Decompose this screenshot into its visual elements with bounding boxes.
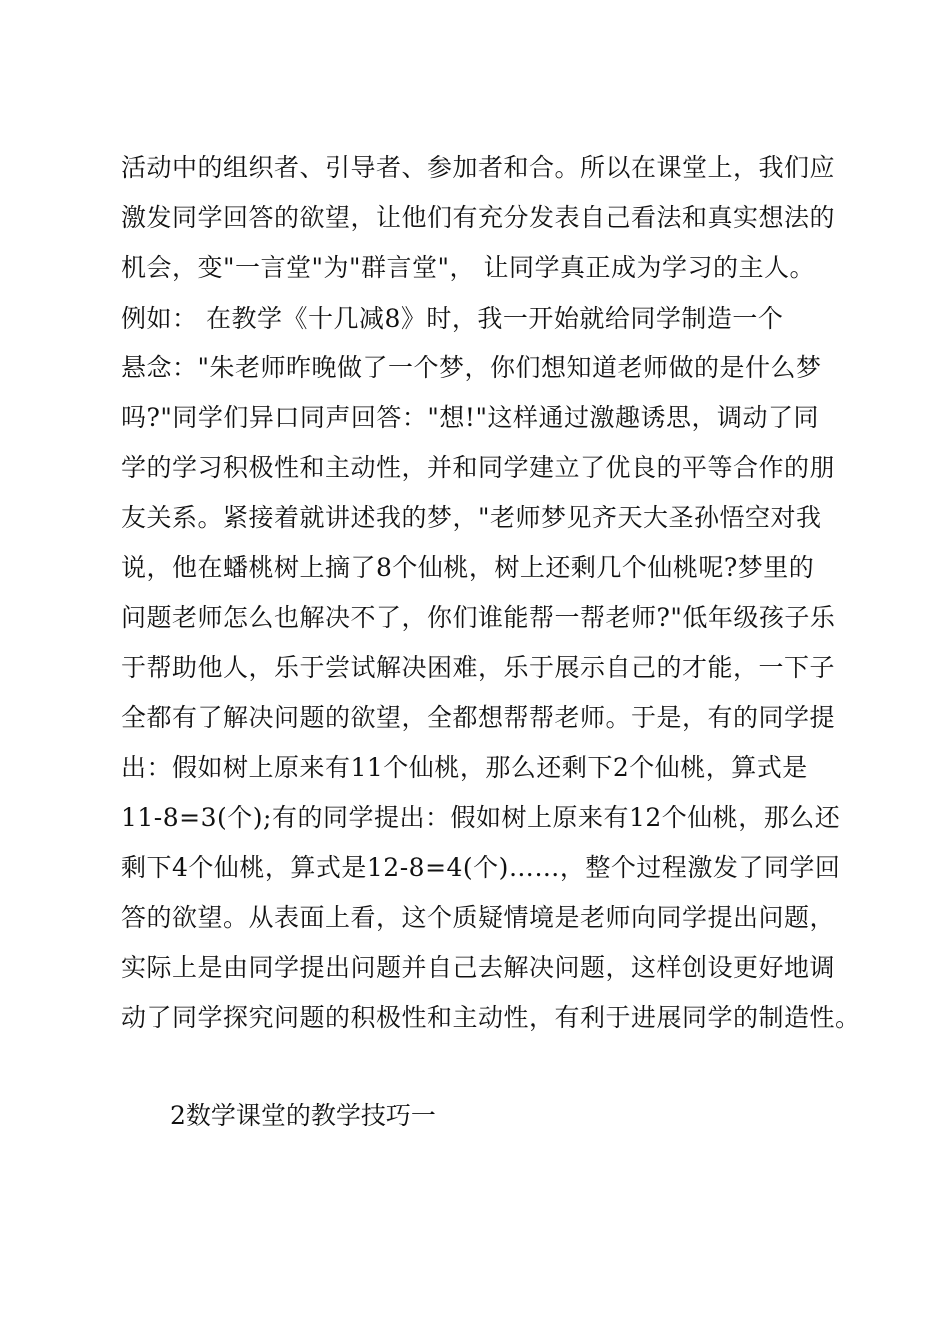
text-line: 11-8=3(个);有的同学提出：假如树上原来有12个仙桃，那么还 [121, 803, 841, 832]
text-line: 剩下4个仙桃，算式是12-8=4(个)……，整个过程激发了同学回 [121, 853, 841, 882]
text-line: 说，他在蟠桃树上摘了8个仙桃，树上还剩几个仙桃呢?梦里的 [121, 553, 815, 582]
text-line: 机会，变"一言堂"为"群言堂"， 让同学真正成为学习的主人。 [121, 253, 815, 282]
text-line: 答的欲望。从表面上看，这个质疑情境是老师向同学提出问题， [121, 903, 836, 932]
text-line: 例如： 在教学《十几减8》时，我一开始就给同学制造一个 [121, 304, 784, 333]
text-line: 出：假如树上原来有11个仙桃，那么还剩下2个仙桃，算式是 [121, 753, 808, 782]
text-line: 悬念："朱老师昨晚做了一个梦，你们想知道老师做的是什么梦 [121, 353, 822, 382]
text-line: 活动中的组织者、引导者、参加者和合。所以在课堂上，我们应 [121, 153, 836, 182]
text-line: 实际上是由同学提出问题并自己去解决问题，这样创设更好地调 [121, 953, 836, 982]
text-line: 激发同学回答的欲望，让他们有充分发表自己看法和真实想法的 [121, 203, 836, 232]
text-line: 全都有了解决问题的欲望，全都想帮帮老师。于是，有的同学提 [121, 703, 836, 732]
text-line: 友关系。紧接着就讲述我的梦，"老师梦见齐天大圣孙悟空对我 [121, 503, 822, 532]
text-line: 吗?"同学们异口同声回答："想!"这样通过激趣诱思，调动了同 [121, 403, 819, 432]
section-heading: 2数学课堂的教学技巧一 [170, 1101, 436, 1130]
text-line: 于帮助他人，乐于尝试解决困难，乐于展示自己的才能，一下子 [121, 653, 836, 682]
text-line: 学的学习积极性和主动性，并和同学建立了优良的平等合作的朋 [121, 453, 836, 482]
text-line: 动了同学探究问题的积极性和主动性，有利于进展同学的制造性。 [121, 1003, 861, 1032]
text-line: 问题老师怎么也解决不了，你们谁能帮一帮老师?"低年级孩子乐 [121, 603, 836, 632]
